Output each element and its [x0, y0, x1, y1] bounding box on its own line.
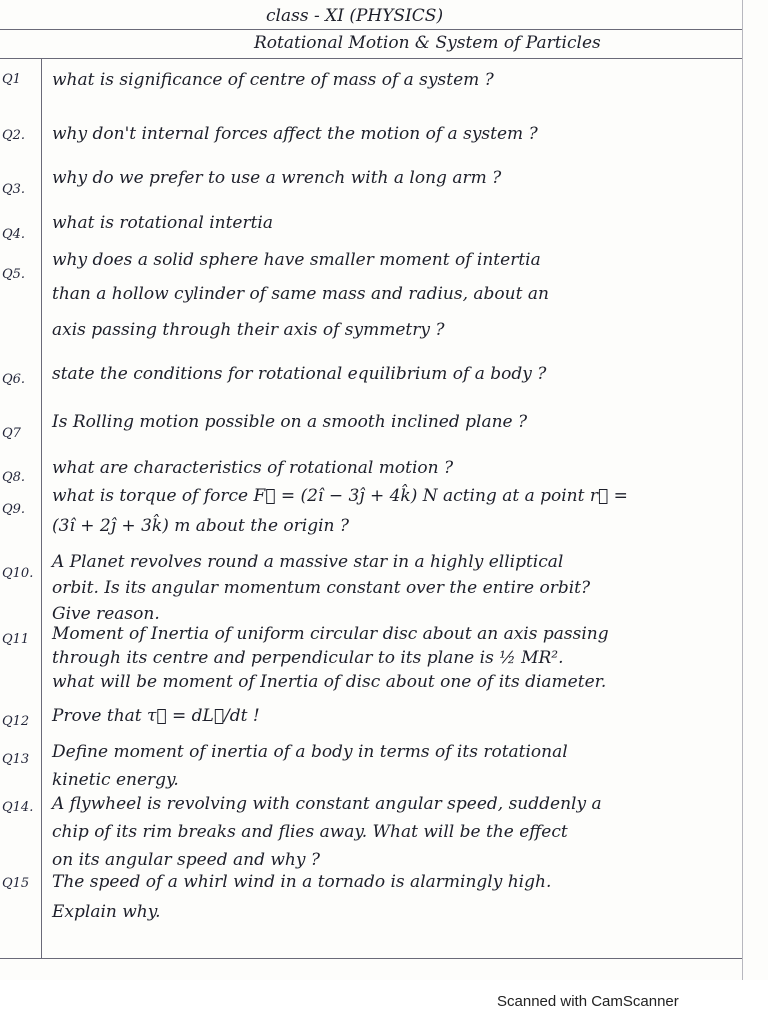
- question-14-line-2: chip of its rim breaks and flies away. What will be the effect: [52, 822, 568, 842]
- question-2-line-1: why don't internal forces affect the motion of a system ?: [52, 124, 538, 144]
- question-11-line-3: what will be moment of Inertia of disc about one of its diameter.: [52, 672, 607, 692]
- question-5-line-3: axis passing through their axis of symmetry ?: [52, 320, 445, 340]
- question-number-7: Q7: [2, 426, 21, 441]
- bottom-rule: [0, 958, 742, 959]
- question-5-line-1: why does a solid sphere have smaller moment of intertia: [52, 250, 541, 270]
- header-rule-1: [0, 29, 742, 30]
- chapter-title: Rotational Motion & System of Particles: [254, 33, 601, 53]
- question-6-line-1: state the conditions for rotational equilibrium of a body ?: [52, 364, 547, 384]
- question-12-line-1: Prove that τ⃗ = dL⃗/dt !: [52, 706, 260, 726]
- question-number-1: Q1: [2, 72, 21, 87]
- question-number-2: Q2.: [2, 128, 26, 143]
- question-number-12: Q12: [2, 714, 30, 729]
- question-13-line-1: Define moment of inertia of a body in terms of its rotational: [52, 742, 568, 762]
- question-5-line-2: than a hollow cylinder of same mass and radius, about an: [52, 284, 549, 304]
- question-10-line-1: A Planet revolves round a massive star in a highly elliptical: [52, 552, 564, 572]
- question-number-14: Q14.: [2, 800, 34, 815]
- question-3-line-1: why do we prefer to use a wrench with a long arm ?: [52, 168, 502, 188]
- question-7-line-1: Is Rolling motion possible on a smooth inclined plane ?: [52, 412, 528, 432]
- question-number-6: Q6.: [2, 372, 26, 387]
- question-15-line-2: Explain why.: [52, 902, 161, 922]
- camscanner-watermark: Scanned with CamScanner: [497, 993, 679, 1010]
- question-number-11: Q11: [2, 632, 30, 647]
- question-11-line-1: Moment of Inertia of uniform circular disc about an axis passing: [52, 624, 609, 644]
- margin-line: [41, 58, 42, 958]
- question-9-line-1: what is torque of force F⃗ = (2î − 3ĵ + 4k̂) N acting at a point r⃗ =: [52, 486, 628, 506]
- question-10-line-3: Give reason.: [52, 604, 160, 624]
- question-11-line-2: through its centre and perpendicular to its plane is ½ MR².: [52, 648, 564, 668]
- question-number-9: Q9.: [2, 502, 26, 517]
- question-number-13: Q13: [2, 752, 30, 767]
- question-4-line-1: what is rotational intertia: [52, 213, 273, 233]
- question-number-15: Q15: [2, 876, 30, 891]
- question-number-8: Q8.: [2, 470, 26, 485]
- question-8-line-1: what are characteristics of rotational motion ?: [52, 458, 454, 478]
- question-number-3: Q3.: [2, 182, 26, 197]
- page-edge: [742, 0, 743, 980]
- question-9-line-2: (3î + 2ĵ + 3k̂) m about the origin ?: [52, 516, 350, 536]
- question-number-4: Q4.: [2, 227, 26, 242]
- question-14-line-1: A flywheel is revolving with constant angular speed, suddenly a: [52, 794, 602, 814]
- question-1-line-1: what is significance of centre of mass of a system ?: [52, 70, 494, 90]
- question-15-line-1: The speed of a whirl wind in a tornado is alarmingly high.: [52, 872, 552, 892]
- header-rule-2: [0, 58, 742, 59]
- question-number-10: Q10.: [2, 566, 34, 581]
- question-13-line-2: kinetic energy.: [52, 770, 179, 790]
- class-label: class - XI (PHYSICS): [266, 6, 444, 26]
- question-10-line-2: orbit. Is its angular momentum constant over the entire orbit?: [52, 578, 591, 598]
- question-number-5: Q5.: [2, 267, 26, 282]
- question-14-line-3: on its angular speed and why ?: [52, 850, 321, 870]
